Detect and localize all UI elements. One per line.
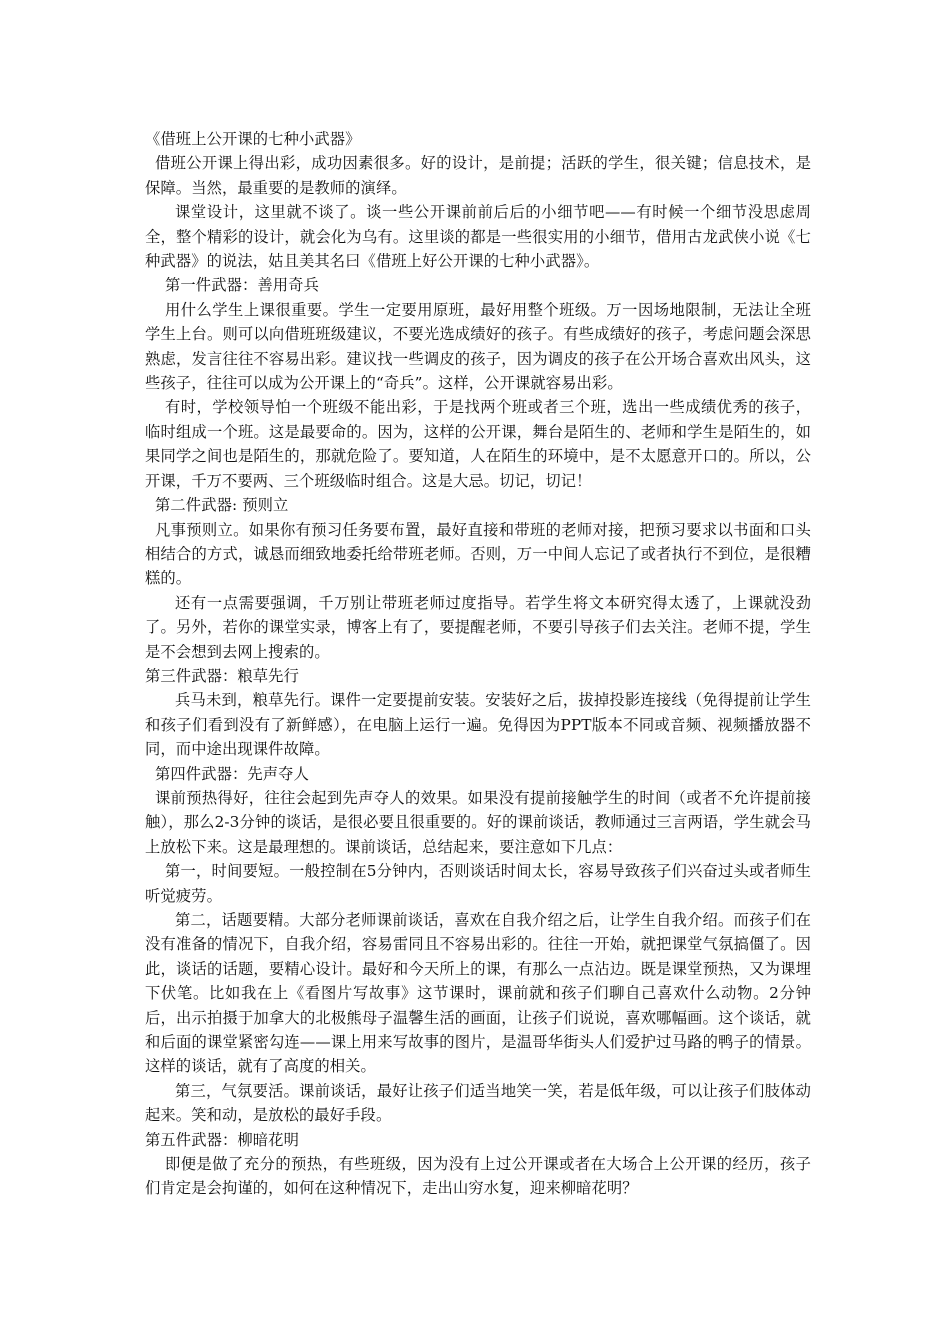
paragraph: 还有一点需要强调，千万别让带班老师过度指导。若学生将文本研究得太透了，上课就没劲了。另外，若你的课堂实录，博客上有了，要提醒老师，不要引导孩子们去关注。老师不提，学生是不会想到去网上搜索的。: [145, 593, 811, 661]
paragraph: 用什么学生上课很重要。学生一定要用原班，最好用整个班级。万一因场地限制，无法让全班学生上台。则可以向借班班级建议，不要光选成绩好的孩子。有些成绩好的孩子，考虑问题会深思熟虑，发言往往不容易出彩。建议找一些调皮的孩子，因为调皮的孩子在公开场合喜欢出风头，这些孩子，往往可以成为公开课上的“奇兵”。这样，公开课就容易出彩。: [145, 300, 811, 393]
paragraph: 第二，话题要精。大部分老师课前谈话，喜欢在自我介绍之后，让学生自我介绍。而孩子们在没有准备的情况下，自我介绍，容易雷同且不容易出彩的。往往一开始，就把课堂气氛搞僵了。因此，谈话的话题，要精心设计。最好和今天所上的课，有那么一点沾边。既是课堂预热，又为课埋下伏笔。比如我在上《看图片写故事》这节课时，课前就和孩子们聊自己喜欢什么动物。2分钟后，出示拍摄于加拿大的北极熊母子温馨生活的画面，让孩子们说说，喜欢哪幅画。这个谈话，就和后面的课堂紧密勾连——课上用来写故事的图片，是温哥华街头人们爱护过马路的鸭子的情景。这样的谈话，就有了高度的相关。: [145, 911, 811, 1076]
section-heading: 第四件武器：先声夺人: [155, 764, 309, 783]
paragraph: 第一，时间要短。一般控制在5分钟内，否则谈话时间太长，容易导致孩子们兴奋过头或者师生听觉疲劳。: [145, 862, 811, 905]
section-heading: 第三件武器：粮草先行: [145, 666, 299, 685]
paragraph: 有时，学校领导怕一个班级不能出彩，于是找两个班或者三个班，选出一些成绩优秀的孩子，临时组成一个班。这是最要命的。因为，这样的公开课，舞台是陌生的、老师和学生是陌生的，如果同学之间也是陌生的，那就危险了。要知道，人在陌生的环境中，是不太愿意开口的。所以，公开课，千万不要两、三个班级临时组合。这是大忌。切记，切记！: [145, 398, 811, 490]
section-heading: 第五件武器：柳暗花明: [145, 1130, 299, 1149]
paragraph: 课前预热得好，往往会起到先声夺人的效果。如果没有提前接触学生的时间（或者不允许提前接触），那么2-3分钟的谈话，是很必要且很重要的。好的课前谈话，教师通过三言两语，学生就会马上放松下来。这是最理想的。课前谈话，总结起来，要注意如下几点：: [145, 788, 811, 856]
section-heading: 第一件武器：善用奇兵: [165, 276, 319, 295]
paragraph: 凡事预则立。如果你有预习任务要布置，最好直接和带班的老师对接，把预习要求以书面和口头相结合的方式，诚恳而细致地委托给带班老师。否则，万一中间人忘记了或者执行不到位，是很糟糕的。: [145, 520, 811, 588]
document-title: 《借班上公开课的七种小武器》: [145, 130, 361, 148]
paragraph: 课堂设计，这里就不谈了。谈一些公开课前前后后的小细节吧——有时候一个细节没思虑周全，整个精彩的设计，就会化为乌有。这里谈的都是一些很实用的小细节，借用古龙武侠小说《七种武器》的说法，姑且美其名曰《借班上好公开课的七种小武器》。: [145, 203, 811, 271]
paragraph: 借班公开课上得出彩，成功因素很多。好的设计，是前提；活跃的学生，很关键；信息技术，是保障。当然，最重要的是教师的演绎。: [145, 154, 811, 197]
document-body: [145, 127, 811, 1201]
paragraph: 即便是做了充分的预热，有些班级，因为没有上过公开课或者在大场合上公开课的经历，孩子们肯定是会拘谨的，如何在这种情况下，走出山穷水复，迎来柳暗花明？: [145, 1155, 811, 1198]
section-heading: 第二件武器: 预则立: [155, 496, 289, 515]
paragraph: 兵马未到，粮草先行。课件一定要提前安装。安装好之后，拔掉投影连接线（免得提前让学生和孩子们看到没有了新鲜感），在电脑上运行一遍。免得因为PPT版本不同或音频、视频播放器不同，而中途出现课件故障。: [145, 691, 811, 759]
paragraph: 第三，气氛要活。课前谈话，最好让孩子们适当地笑一笑，若是低年级，可以让孩子们肢体动起来。笑和动，是放松的最好手段。: [145, 1081, 811, 1125]
